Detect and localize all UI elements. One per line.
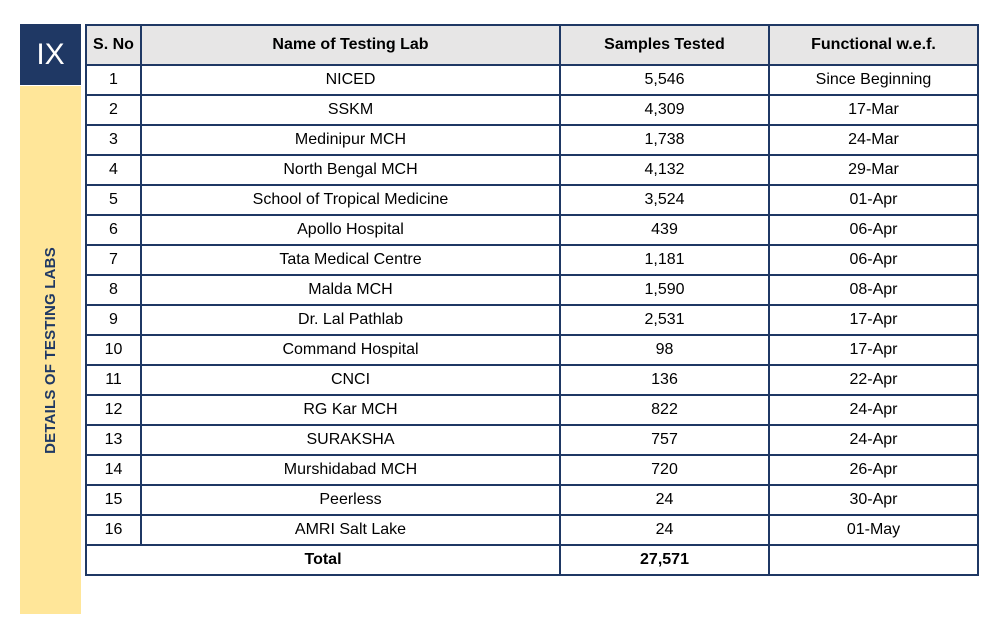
cell-functional-wef: 08-Apr <box>769 275 978 305</box>
cell-functional-wef: 17-Mar <box>769 95 978 125</box>
cell-samples-tested: 1,181 <box>560 245 769 275</box>
cell-samples-tested: 3,524 <box>560 185 769 215</box>
cell-lab-name: Command Hospital <box>141 335 560 365</box>
cell-sno: 9 <box>86 305 141 335</box>
cell-samples-tested: 4,309 <box>560 95 769 125</box>
cell-functional-wef: 24-Mar <box>769 125 978 155</box>
cell-functional-wef: 17-Apr <box>769 305 978 335</box>
total-samples: 27,571 <box>560 545 769 575</box>
header-sno: S. No <box>86 25 141 65</box>
cell-sno: 6 <box>86 215 141 245</box>
total-label: Total <box>86 545 560 575</box>
cell-lab-name: RG Kar MCH <box>141 395 560 425</box>
cell-sno: 4 <box>86 155 141 185</box>
table-row <box>86 155 978 185</box>
cell-samples-tested: 2,531 <box>560 305 769 335</box>
table-row <box>86 185 978 215</box>
cell-samples-tested: 24 <box>560 485 769 515</box>
table-header-row <box>86 25 978 65</box>
cell-lab-name: SSKM <box>141 95 560 125</box>
cell-lab-name: CNCI <box>141 365 560 395</box>
cell-functional-wef: 26-Apr <box>769 455 978 485</box>
cell-functional-wef: 29-Mar <box>769 155 978 185</box>
cell-lab-name: Apollo Hospital <box>141 215 560 245</box>
table-row <box>86 395 978 425</box>
section-number-badge <box>20 24 81 85</box>
cell-samples-tested: 1,590 <box>560 275 769 305</box>
header-functional-wef: Functional w.e.f. <box>769 25 978 65</box>
cell-sno: 3 <box>86 125 141 155</box>
cell-lab-name: Malda MCH <box>141 275 560 305</box>
cell-sno: 11 <box>86 365 141 395</box>
cell-lab-name: Murshidabad MCH <box>141 455 560 485</box>
table-row <box>86 455 978 485</box>
cell-functional-wef: 01-Apr <box>769 185 978 215</box>
header-samples-tested: Samples Tested <box>560 25 769 65</box>
cell-lab-name: Medinipur MCH <box>141 125 560 155</box>
cell-samples-tested: 439 <box>560 215 769 245</box>
header-lab-name: Name of Testing Lab <box>141 25 560 65</box>
cell-sno: 14 <box>86 455 141 485</box>
cell-lab-name: North Bengal MCH <box>141 155 560 185</box>
table-row <box>86 65 978 95</box>
table-row <box>86 335 978 365</box>
cell-functional-wef: 01-May <box>769 515 978 545</box>
section-numeral: IX <box>36 37 65 71</box>
cell-functional-wef: 30-Apr <box>769 485 978 515</box>
cell-sno: 16 <box>86 515 141 545</box>
cell-functional-wef: Since Beginning <box>769 65 978 95</box>
cell-sno: 13 <box>86 425 141 455</box>
cell-samples-tested: 720 <box>560 455 769 485</box>
total-row <box>86 545 978 575</box>
cell-sno: 12 <box>86 395 141 425</box>
cell-lab-name: Dr. Lal Pathlab <box>141 305 560 335</box>
cell-functional-wef: 06-Apr <box>769 215 978 245</box>
cell-lab-name: SURAKSHA <box>141 425 560 455</box>
cell-functional-wef: 24-Apr <box>769 395 978 425</box>
table-row <box>86 485 978 515</box>
table-row <box>86 305 978 335</box>
cell-sno: 5 <box>86 185 141 215</box>
table-row <box>86 365 978 395</box>
testing-labs-table <box>85 24 979 576</box>
cell-samples-tested: 24 <box>560 515 769 545</box>
cell-samples-tested: 822 <box>560 395 769 425</box>
cell-samples-tested: 5,546 <box>560 65 769 95</box>
table-body <box>86 65 978 545</box>
section-side-panel <box>20 86 81 614</box>
cell-samples-tested: 98 <box>560 335 769 365</box>
cell-sno: 8 <box>86 275 141 305</box>
cell-lab-name: School of Tropical Medicine <box>141 185 560 215</box>
table-row <box>86 245 978 275</box>
cell-sno: 1 <box>86 65 141 95</box>
cell-lab-name: Tata Medical Centre <box>141 245 560 275</box>
total-functional-empty <box>769 545 978 575</box>
cell-functional-wef: 06-Apr <box>769 245 978 275</box>
table-row <box>86 275 978 305</box>
cell-samples-tested: 1,738 <box>560 125 769 155</box>
table-row <box>86 425 978 455</box>
cell-lab-name: Peerless <box>141 485 560 515</box>
cell-samples-tested: 757 <box>560 425 769 455</box>
cell-functional-wef: 24-Apr <box>769 425 978 455</box>
cell-samples-tested: 4,132 <box>560 155 769 185</box>
cell-functional-wef: 22-Apr <box>769 365 978 395</box>
cell-lab-name: NICED <box>141 65 560 95</box>
cell-sno: 7 <box>86 245 141 275</box>
cell-sno: 10 <box>86 335 141 365</box>
table-row <box>86 95 978 125</box>
cell-functional-wef: 17-Apr <box>769 335 978 365</box>
cell-lab-name: AMRI Salt Lake <box>141 515 560 545</box>
cell-sno: 2 <box>86 95 141 125</box>
table-row <box>86 515 978 545</box>
cell-sno: 15 <box>86 485 141 515</box>
table-row <box>86 215 978 245</box>
cell-samples-tested: 136 <box>560 365 769 395</box>
section-title: DETAILS OF TESTING LABS <box>42 246 60 454</box>
table-row <box>86 125 978 155</box>
